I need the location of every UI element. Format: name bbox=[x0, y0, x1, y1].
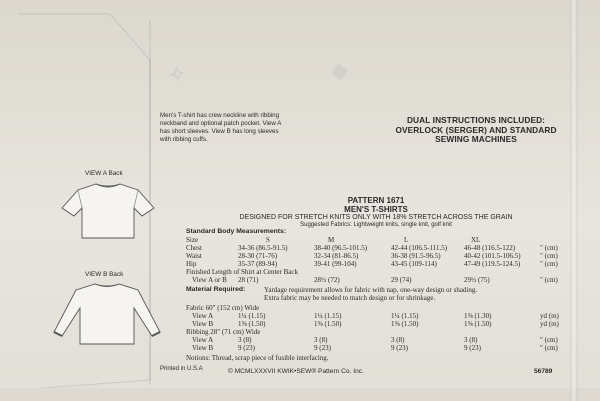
value-cell: 3 (8) bbox=[464, 336, 478, 344]
view-b-label: VIEW B Back bbox=[85, 271, 124, 278]
unit-cell: " (cm) bbox=[540, 276, 558, 284]
value-cell: 28½ (72) bbox=[314, 276, 340, 284]
pattern-name: MEN'S T-SHIRTS bbox=[344, 205, 408, 214]
material-heading: Material Required: bbox=[186, 286, 246, 293]
printed-in: Printed in U.S.A bbox=[160, 366, 203, 372]
size-header: L bbox=[404, 236, 409, 244]
value-cell: 3 (8) bbox=[314, 336, 328, 344]
value-cell: 47-49 (119.5-124.5) bbox=[464, 260, 521, 268]
fabric-heading: Fabric 60" (152 cm) Wide bbox=[186, 304, 260, 312]
value-cell: 9 (23) bbox=[314, 344, 331, 352]
copyright: © MCMLXXXVII KWIK•SEW® Pattern Co. Inc. bbox=[228, 368, 364, 375]
value-cell: 28-30 (71-76) bbox=[238, 252, 278, 260]
value-cell: 29 (74) bbox=[391, 276, 412, 284]
size-header: S bbox=[266, 236, 270, 244]
dual-line-2: OVERLOCK (SERGER) AND STANDARD bbox=[395, 124, 557, 135]
value-cell: 1⅝ (1.50) bbox=[464, 320, 492, 328]
value-cell: 1¼ (1.15) bbox=[391, 312, 419, 320]
row-label: View A bbox=[192, 336, 214, 344]
unit-cell: " (cm) bbox=[540, 336, 558, 344]
unit-cell: " (cm) bbox=[540, 344, 558, 352]
value-cell: 42-44 (106.5-111.5) bbox=[391, 244, 448, 252]
unit-cell: yd (m) bbox=[540, 312, 559, 320]
suggested-fabrics: Suggested Fabrics: Lightweight knits, single knit, golf knit bbox=[300, 222, 452, 229]
dual-line-1: DUAL INSTRUCTIONS INCLUDED: bbox=[406, 115, 546, 125]
designed-for: DESIGNED FOR STRETCH KNITS ONLY WITH 18% STRETCH ACROSS THE GRAIN bbox=[239, 214, 513, 221]
value-cell: 38-40 (96.5-101.5) bbox=[314, 244, 368, 252]
value-cell: 28 (71) bbox=[238, 276, 259, 284]
value-cell: 9 (23) bbox=[391, 344, 408, 352]
pattern-number: PATTERN 1671 bbox=[347, 196, 405, 205]
view-b-sketch bbox=[48, 278, 166, 348]
value-cell: 36-38 (91.5-96.5) bbox=[391, 252, 441, 260]
dual-instructions bbox=[376, 116, 576, 145]
row-label: View B bbox=[192, 320, 214, 328]
value-cell: 40-42 (101.5-106.5) bbox=[464, 252, 521, 260]
row-label: View A or B bbox=[192, 276, 227, 284]
size-header: M bbox=[328, 236, 335, 244]
value-cell: 39-41 (99-104) bbox=[314, 260, 357, 268]
size-header: XL bbox=[471, 236, 481, 244]
show-through-mark: ❖ bbox=[328, 58, 352, 87]
row-label: Waist bbox=[186, 252, 202, 260]
pattern-heading bbox=[186, 196, 566, 229]
unit-cell: yd (m) bbox=[540, 320, 559, 328]
show-through-mark: ✧ bbox=[166, 60, 189, 89]
value-cell: 46-48 (116.5-122) bbox=[464, 244, 516, 252]
value-cell: 1⅝ (1.50) bbox=[391, 320, 419, 328]
row-label: Hip bbox=[186, 260, 197, 268]
value-cell: 3 (8) bbox=[391, 336, 405, 344]
value-cell: 35-37 (89-94) bbox=[238, 260, 278, 268]
value-cell: 1⅝ (1.50) bbox=[314, 320, 342, 328]
measurements-heading: Standard Body Measurements: bbox=[186, 228, 287, 235]
material-note: Yardage requirement allows for fabric with nap, one-way design or shading. bbox=[264, 286, 478, 294]
row-label: View B bbox=[192, 344, 214, 352]
row-label: View A bbox=[192, 312, 214, 320]
value-cell: 43-45 (109-114) bbox=[391, 260, 437, 268]
value-cell: 32-34 (81-86.5) bbox=[314, 252, 359, 260]
value-cell: 9 (23) bbox=[464, 344, 481, 352]
unit-cell: " (cm) bbox=[540, 252, 558, 260]
unit-cell: " (cm) bbox=[540, 244, 558, 252]
ribbing-heading: Ribbing 28" (71 cm) Wide bbox=[186, 328, 261, 336]
value-cell: 1¼ (1.15) bbox=[238, 312, 266, 320]
value-cell: 3 (8) bbox=[238, 336, 252, 344]
view-a-label: VIEW A Back bbox=[85, 170, 123, 177]
value-cell: 9 (23) bbox=[238, 344, 255, 352]
value-cell: 1⅝ (1.50) bbox=[238, 320, 266, 328]
dual-line-3: SEWING MACHINES bbox=[435, 134, 517, 144]
value-cell: 1⅜ (1.30) bbox=[464, 312, 492, 320]
size-label: Size bbox=[186, 236, 199, 244]
value-cell: 1¼ (1.15) bbox=[314, 312, 342, 320]
length-heading: Finished Length of Shirt at Center Back bbox=[186, 268, 298, 276]
material-note: Extra fabric may be needed to match design or for shrinkage. bbox=[264, 294, 436, 302]
notions: Notions: Thread, scrap piece of fusible interfacing. bbox=[186, 354, 329, 362]
unit-cell: " (cm) bbox=[540, 260, 558, 268]
envelope-seam bbox=[570, 0, 578, 401]
value-cell: 34-36 (86.5-91.5) bbox=[238, 244, 288, 252]
garment-description: Men's T-shirt has crew neckline with ribbing neckband and optional patch pocket. View A has short sleeves. View B has long sleeves with ribbing cuffs. bbox=[160, 112, 281, 143]
view-a-sketch bbox=[58, 178, 158, 242]
row-label: Chest bbox=[186, 244, 202, 252]
product-code: 56789 bbox=[534, 368, 553, 375]
value-cell: 29½ (75) bbox=[464, 276, 490, 284]
